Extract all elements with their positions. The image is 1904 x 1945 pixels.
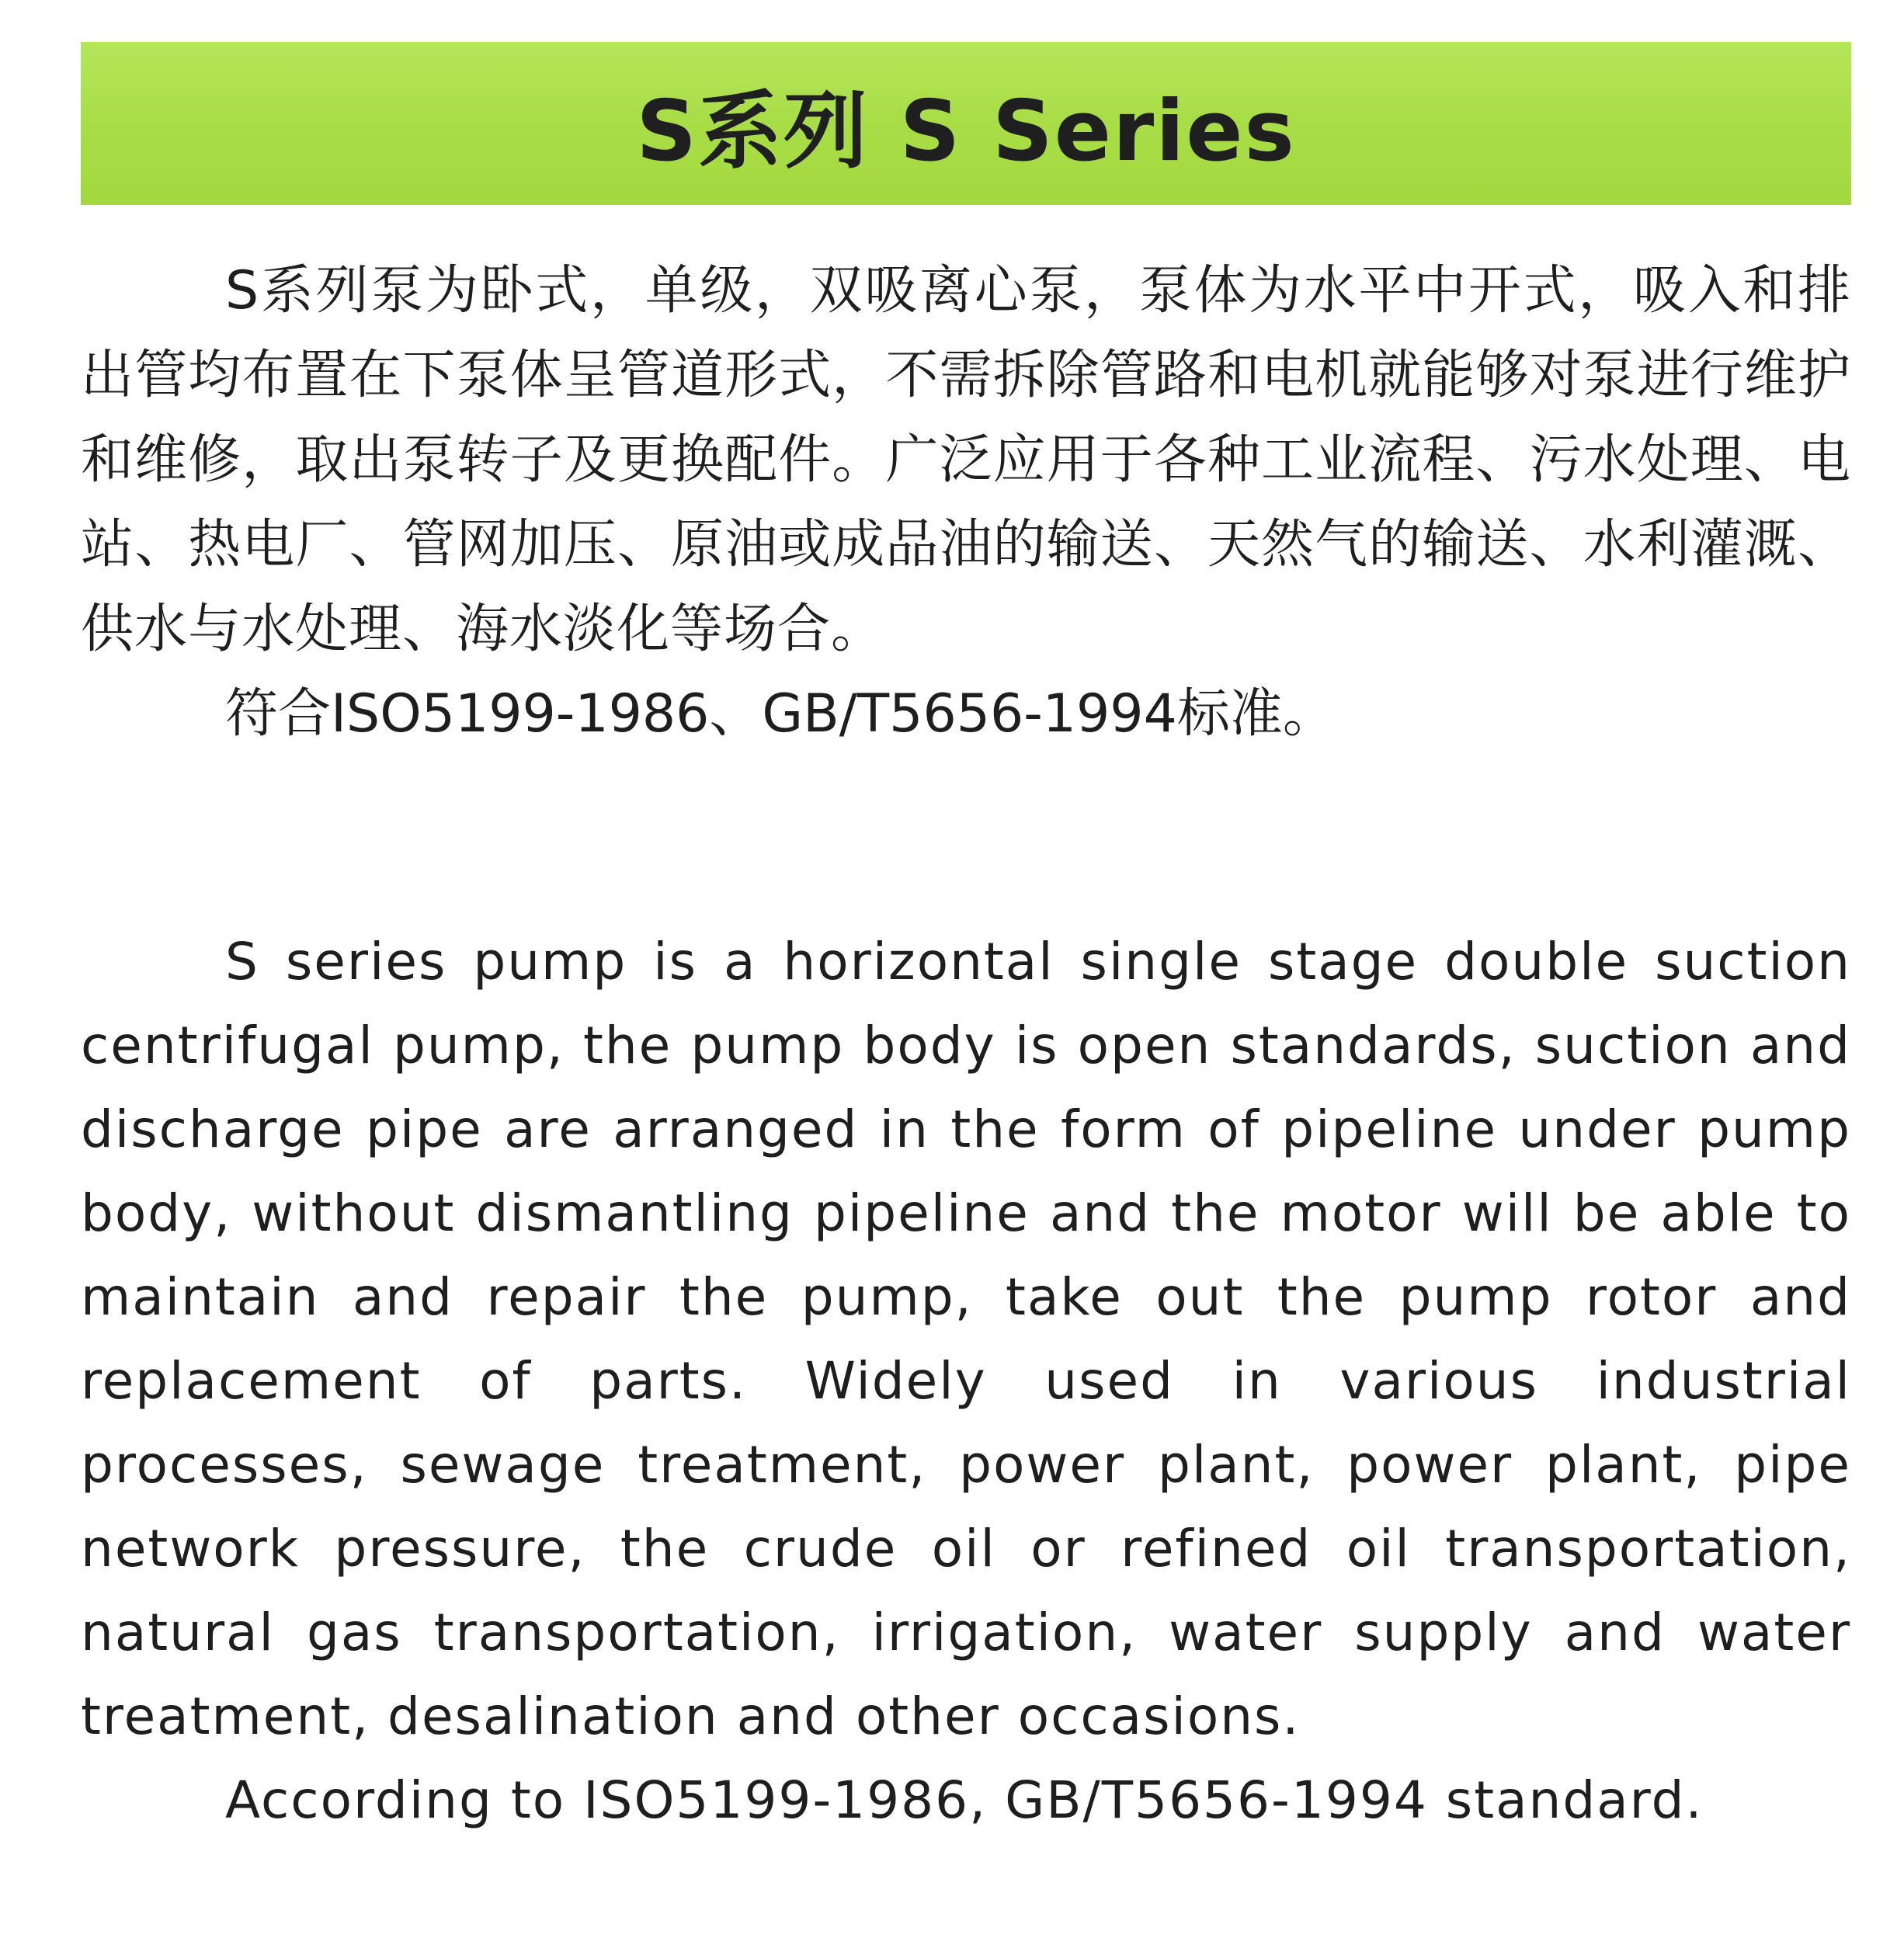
chinese-description: S系列泵为卧式，单级，双吸离心泵，泵体为水平中开式，吸入和排出管均布置在下泵体呈管道形式，不需拆除管路和电机就能够对泵进行维护和维修，取出泵转子及更换配件。广泛应用于各种工业流程、污水处理、电站、热电厂、管网加压、原油或成品油的输送、天然气的输送、水利灌溉、供水与水处理、海水淡化等场合。 <box>81 260 1851 660</box>
chinese-section <box>81 248 1851 756</box>
page-title: S系列 S Series <box>636 82 1296 180</box>
chinese-standard: 符合ISO5199-1986、GB/T5656-1994标准。 <box>225 683 1336 745</box>
title-banner <box>81 42 1851 205</box>
english-section <box>81 920 1851 1843</box>
english-description: S series pump is a horizontal single stage double suction centrifugal pump, the pump body is open standards, suction and discharge pipe are arranged in the form of pipeline under pump body, without dismantling pipeline and the motor will be able to maintain and repair the pump, take out the pump rotor and replacement of parts. Widely used in various industrial processes, sewage treatment, power plant, power plant, pipe network pressure, the crude oil or refined oil transportation, natural gas transportation, irrigation, water supply and water treatment, desalination and other occasions. <box>81 932 1851 1746</box>
english-standard: According to ISO5199-1986, GB/T5656-1994 standard. <box>225 1770 1704 1830</box>
